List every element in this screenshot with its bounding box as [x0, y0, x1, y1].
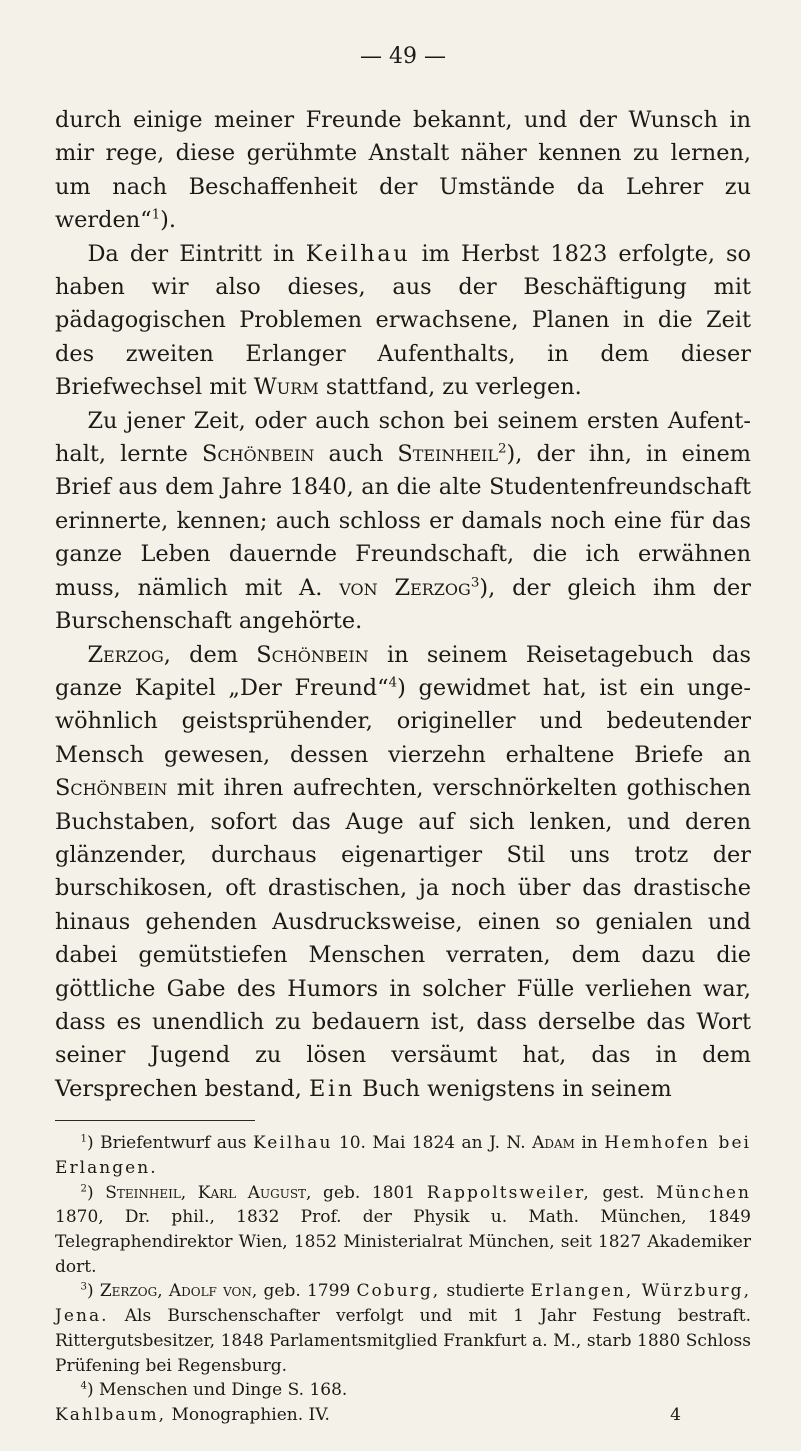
paragraph-4: Zerzog, dem Schönbein in seinem Reisetagebuch das ganze Kapitel „Der Freund“$^4$) gewidmet hat, ist ein ungewöhnlich geistsprühender, origineller und bedeutender Mensch gewesen, dessen vierzehn erhaltene Briefe an Schönbein mit ihren aufrechten, verschnörkelten gothischen Buchstaben, sofort das Auge auf sich lenken, und deren glänzender, durchaus eigenartiger Stil uns trotz der burschikosen, oft drastischen, ja noch über das drastische hinaus gehenden Ausdrucksweise, einen so genialen und dabei gemütstiefen Menschen verraten, dem dazu die göttliche Gabe des Humors in solcher Fülle verliehen war, dass es unendlich zu bedauern ist, dass derselbe das Wort seiner Jugend zu lösen versäumt hat, das in dem Versprechen bestand, Ein Buch wenigstens in seinem	[55, 641, 751, 1102]
signature-line	[55, 1403, 751, 1427]
paragraph-2: Da der Eintritt in Keilhau im Herbst 1823 erfolgte, so haben wir also dieses, aus der Beschäftigung mit pädagogischen Problemen erwachsene, Planen in die Zeit des zweiten Erlanger Aufenthalts, in dem dieser Briefwechsel mit Wurm stattfand, zu verlegen.	[55, 240, 751, 401]
footnote-4: $^4$) Menschen und Dinge S. 168.	[80, 1380, 348, 1401]
footnote-1: $^1$) Briefentwurf aus Keilhau 10. Mai 1824 an J. N. Adam in Hemhofen bei Erlangen.	[55, 1133, 752, 1178]
main-text	[55, 104, 751, 1106]
sheet-number: 4	[670, 1404, 681, 1425]
paragraph-1: durch einige meiner Freunde bekannt, und der Wunsch in mir rege, diese gerühmte Anstalt näher kennen zu lernen, um nach Beschaffenheit der Umstände da Lehrer zu werden“$^1$).	[55, 107, 751, 234]
paragraph-3: Zu jener Zeit, oder auch schon bei seinem ersten Aufenthalt, lernte Schönbein auch Steinheil$^2$), der ihn, in einem Brief aus dem Jahre 1840, an die alte Studentenfreundschaft erinnerte, kennen; auch schloss er damals noch eine für das ganze Leben dauernde Freundschaft, die ich erwähnen muss, nämlich mit A. von Zerzog$^3$), der gleich ihm der Burschenschaft angehörte.	[55, 407, 752, 635]
footnote-ref-2: 2	[497, 441, 507, 457]
footnotes	[55, 1131, 751, 1403]
page-number: — 49 —	[360, 44, 446, 69]
footer-series: Kahlbaum, Monographien. IV.	[55, 1404, 330, 1425]
footnote-2: $^2$) Steinheil, Karl August, geb. 1801 Rappoltsweiler, gest. München 1870, Dr. phil., 1832 Prof. der Physik u. Math. München, 1849 Telegraphendirektor Wien, 1852 Ministerialrat München, seit 1827 Akademiker dort.	[55, 1182, 752, 1277]
footnote-divider	[55, 1120, 255, 1121]
footnote-3: $^3$) Zerzog, Adolf von, geb. 1799 Coburg, studierte Erlangen, Würzburg, Jena. Als Burschenschafter verfolgt und mit 1 Jahr Festung bestraft. Rittergutsbesitzer, 1848 Parlamentsmitglied Frankfurt a. M., starb 1880 Schloss Prüfening bei Regensburg.	[55, 1281, 752, 1376]
footnote-ref-3: 3	[470, 575, 480, 591]
footnote-ref-4: 4	[388, 675, 398, 691]
footnote-ref-1: 1	[151, 207, 161, 223]
